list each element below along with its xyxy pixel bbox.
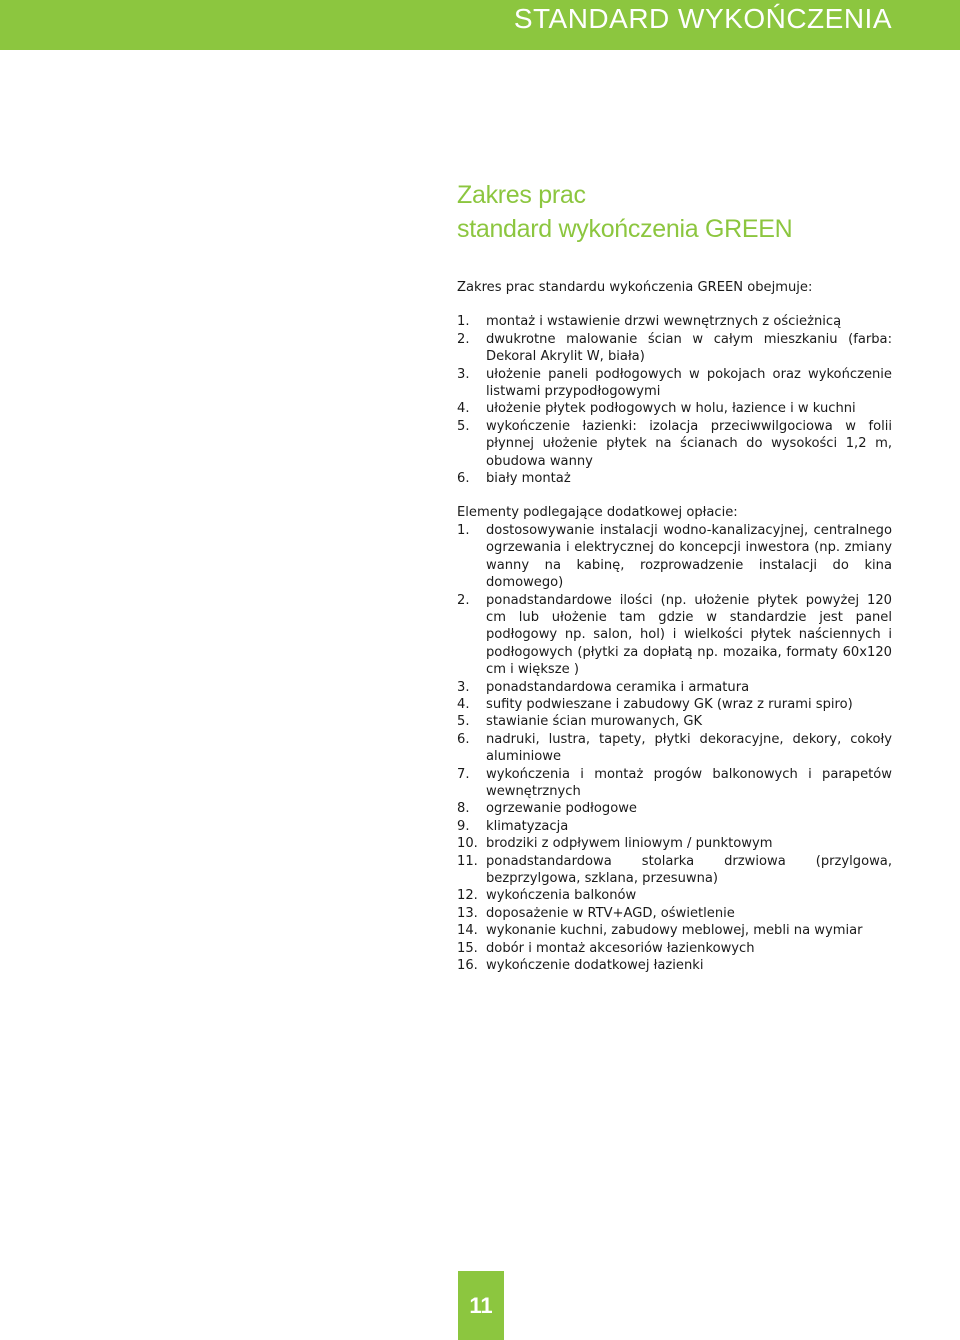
list-item — [457, 522, 892, 592]
list-item — [457, 887, 892, 904]
list-item-number: 7. — [457, 766, 470, 782]
list-item — [457, 905, 892, 922]
list-item-number: 2. — [457, 592, 470, 608]
list-item-text: ułożenie płytek podłogowych w holu, łazience i w kuchni — [486, 401, 856, 417]
list-item-number: 15. — [457, 940, 478, 956]
list-item — [457, 400, 892, 417]
list-item-text: stawianie ścian murowanych, GK — [486, 714, 703, 730]
list-item-text: wykończenia balkonów — [486, 888, 637, 904]
list-item — [457, 766, 892, 801]
included-list — [457, 313, 892, 487]
list-item-number: 8. — [457, 801, 470, 817]
list-item — [457, 366, 892, 401]
list-item-text: klimatyzacja — [486, 818, 569, 834]
intro-text: Zakres prac standardu wykończenia GREEN obejmuje: — [457, 280, 813, 295]
list-item — [457, 800, 892, 817]
list-item-number: 13. — [457, 905, 478, 921]
list-item-number: 4. — [457, 401, 470, 417]
list-item-text: wykonanie kuchni, zabudowy meblowej, mebli na wymiar — [486, 923, 863, 939]
list-item — [457, 696, 892, 713]
list-item-number: 4. — [457, 696, 470, 712]
list-item-text: wykończenie łazienki: izolacja przeciwwilgociowa w folii płynnej ułożenie płytek na ścianach do wysokości 1,2 m, obudowa wanny — [486, 418, 892, 469]
list-item-number: 3. — [457, 366, 470, 382]
section-title-line-2: standard wykończenia GREEN — [457, 215, 793, 243]
list-item-text: wykończenie dodatkowej łazienki — [486, 958, 704, 974]
list-item-text: dobór i montaż akcesoriów łazienkowych — [486, 940, 755, 956]
list-item-number: 3. — [457, 679, 470, 695]
list-item — [457, 853, 892, 888]
list-item-number: 9. — [457, 818, 470, 834]
list-item — [457, 922, 892, 939]
list-item-text: biały montaż — [486, 471, 571, 487]
list-item-number: 14. — [457, 923, 478, 939]
section-title-line-1: Zakres prac — [457, 181, 586, 209]
list-item — [457, 679, 892, 696]
list-item — [457, 940, 892, 957]
list-item — [457, 835, 892, 852]
list-item-text: sufity podwieszane i zabudowy GK (wraz z rurami spiro) — [486, 696, 853, 712]
list-item-number: 12. — [457, 888, 478, 904]
list-item-text: doposażenie w RTV+AGD, oświetlenie — [486, 905, 735, 921]
list-item-text: dwukrotne malowanie ścian w całym mieszkaniu (farba: Dekoral Akrylit W, biała) — [486, 331, 892, 365]
list-item-text: ułożenie paneli podłogowych w pokojach oraz wykończenie listwami przypodłogowymi — [486, 366, 892, 400]
list-item-text: ponadstandardowa stolarka drzwiowa (przylgowa, bezprzylgowa, szklana, przesuwna) — [486, 853, 892, 886]
list-item-number: 1. — [457, 522, 470, 538]
list-item-text: brodziki z odpływem liniowym / punktowym — [486, 836, 773, 852]
list-item — [457, 418, 892, 470]
header-bar — [0, 0, 960, 50]
content-body — [457, 279, 892, 974]
list-item-number: 16. — [457, 958, 478, 974]
list-item-number: 11. — [457, 853, 478, 869]
list-item-text: ogrzewanie podłogowe — [486, 801, 637, 817]
extras-list — [457, 522, 892, 975]
section-title — [457, 178, 792, 246]
list-item — [457, 592, 892, 679]
list-item-number: 1. — [457, 314, 470, 330]
list-item — [457, 331, 892, 366]
list-item — [457, 713, 892, 730]
list-item-text: ponadstandardowa ceramika i armatura — [486, 679, 750, 695]
page-number: 11 — [458, 1271, 504, 1340]
list-item-number: 6. — [457, 731, 470, 747]
header-title: STANDARD WYKOŃCZENIA — [513, 3, 892, 34]
list-item — [457, 818, 892, 835]
list-item-number: 2. — [457, 331, 470, 347]
list-item — [457, 470, 892, 487]
list-item-number: 6. — [457, 471, 470, 487]
list-item-text: dostosowywanie instalacji wodno-kanalizacyjnej, centralnego ogrzewania i elektrycznej do koncepcji inwestora (np. zmiany wanny na kabinę, rozprowadzenie instalacji do kina domowego) — [486, 522, 892, 591]
list-item-text: montaż i wstawienie drzwi wewnętrznych z ościeżnicą — [486, 314, 842, 330]
list-item-text: wykończenia i montaż progów balkonowych i parapetów wewnętrznych — [486, 766, 892, 799]
list-item-text: ponadstandardowe ilości (np. ułożenie płytek powyżej 120 cm lub ułożenie tam gdzie w standardzie jest panel podłogowy np. salon, hol) i wielkości płytek naściennych i podłogowych (płytki za dopłatą np. mozaika, formaty 60x120 cm i większe ) — [486, 592, 892, 678]
list-item-number: 10. — [457, 836, 478, 852]
extras-heading: Elementy podlegające dodatkowej opłacie: — [457, 505, 738, 521]
list-item-number: 5. — [457, 418, 470, 434]
list-item-number: 5. — [457, 714, 470, 730]
list-item — [457, 957, 892, 974]
list-item — [457, 731, 892, 766]
list-item-text: nadruki, lustra, tapety, płytki dekoracyjne, dekory, cokoły aluminiowe — [486, 731, 892, 765]
list-item — [457, 313, 892, 330]
